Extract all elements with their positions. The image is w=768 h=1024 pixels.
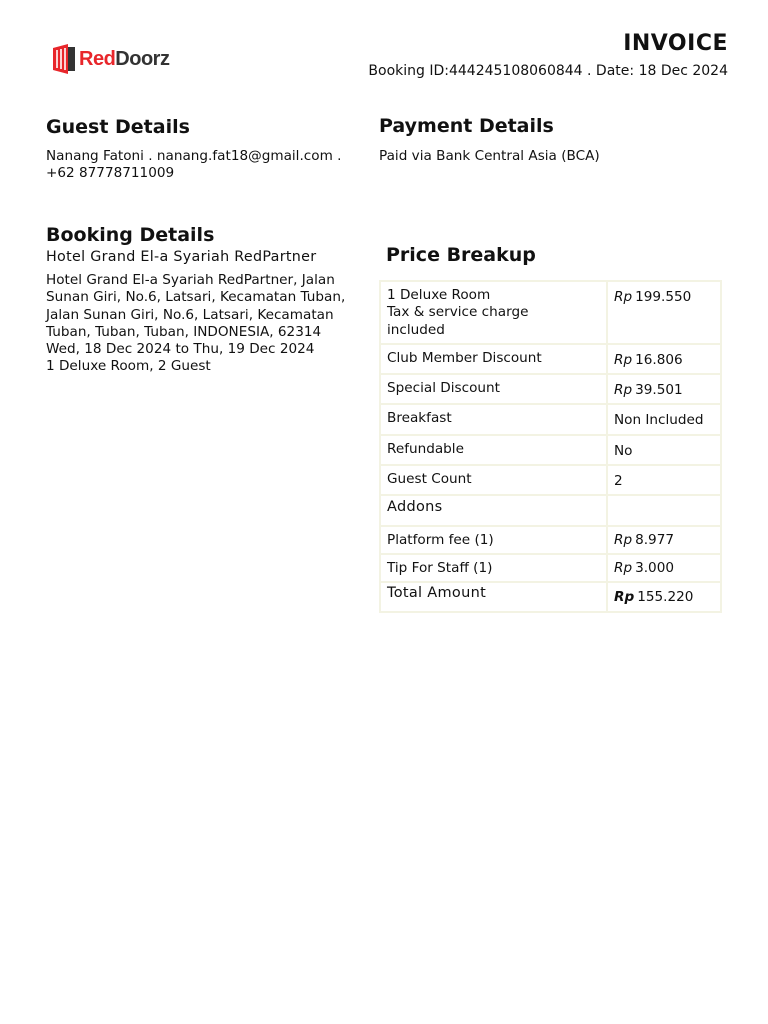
table-row	[380, 465, 721, 495]
logo-text: RedDoorz	[79, 47, 170, 70]
address-line: Jalan Sunan Giri, No.6, Latsari, Kecamatan	[46, 306, 334, 323]
stay-dates: Wed, 18 Dec 2024 to Thu, 19 Dec 2024	[46, 341, 315, 358]
price-breakup-section	[379, 244, 722, 613]
addons-label: Addons	[380, 495, 607, 525]
address-line: Sunan Giri, No.6, Latsari, Kecamatan Tuban,	[46, 289, 346, 306]
table-row	[380, 404, 721, 434]
booking-id-date: Booking ID:444245108060844 . Date: 18 Dec 2024	[368, 63, 728, 79]
room-label-cell: 1 Deluxe Room Tax & service charge included	[380, 281, 607, 344]
refundable-value: No	[607, 435, 721, 465]
special-discount-label: Special Discount	[380, 374, 607, 404]
breakfast-label: Breakfast	[380, 404, 607, 434]
price-breakup-heading: Price Breakup	[386, 244, 536, 266]
payment-method: Paid via Bank Central Asia (BCA)	[379, 148, 600, 164]
table-row	[380, 582, 721, 611]
special-discount-value: Rp 39.501	[607, 374, 721, 404]
address-line: Hotel Grand El-a Syariah RedPartner, Jalan	[46, 272, 335, 288]
table-row	[380, 526, 721, 554]
guest-count-value: 2	[607, 465, 721, 495]
addons-value	[607, 495, 721, 525]
total-amount-label: Total Amount	[380, 582, 607, 611]
total-amount-value: Rp 155.220	[607, 582, 721, 611]
table-row	[380, 281, 721, 344]
platform-fee-label: Platform fee (1)	[380, 526, 607, 554]
table-row	[380, 374, 721, 404]
table-row	[380, 554, 721, 582]
room-price-cell: Rp 199.550	[607, 281, 721, 344]
club-discount-label: Club Member Discount	[380, 344, 607, 374]
booking-details-heading: Booking Details	[46, 224, 215, 246]
guest-name-email: Nanang Fatoni . nanang.fat18@gmail.com .	[46, 148, 342, 164]
guest-count-label: Guest Count	[380, 465, 607, 495]
reddoorz-logo	[51, 44, 169, 74]
address-line: Tuban, Tuban, Tuban, INDONESIA, 62314	[46, 323, 322, 340]
payment-details-heading: Payment Details	[379, 115, 554, 137]
room-guest-summary: 1 Deluxe Room, 2 Guest	[46, 358, 211, 375]
club-discount-value: Rp 16.806	[607, 344, 721, 374]
tip-label: Tip For Staff (1)	[380, 554, 607, 582]
hotel-name: Hotel Grand El-a Syariah RedPartner	[46, 249, 317, 265]
guest-details-section	[46, 116, 356, 183]
breakfast-value: Non Included	[607, 404, 721, 434]
table-row	[380, 435, 721, 465]
refundable-label: Refundable	[380, 435, 607, 465]
price-breakup-table	[379, 280, 722, 613]
hotel-address	[46, 272, 356, 376]
table-row	[380, 344, 721, 374]
guest-contact	[46, 148, 356, 183]
invoice-title: INVOICE	[623, 31, 728, 56]
platform-fee-value: Rp 8.977	[607, 526, 721, 554]
booking-details-section	[46, 224, 356, 376]
table-row	[380, 495, 721, 525]
tip-value: Rp 3.000	[607, 554, 721, 582]
door-logo-icon	[51, 44, 77, 74]
guest-phone: +62 87778711009	[46, 165, 175, 182]
guest-details-heading: Guest Details	[46, 116, 190, 138]
payment-details-section	[379, 115, 724, 165]
